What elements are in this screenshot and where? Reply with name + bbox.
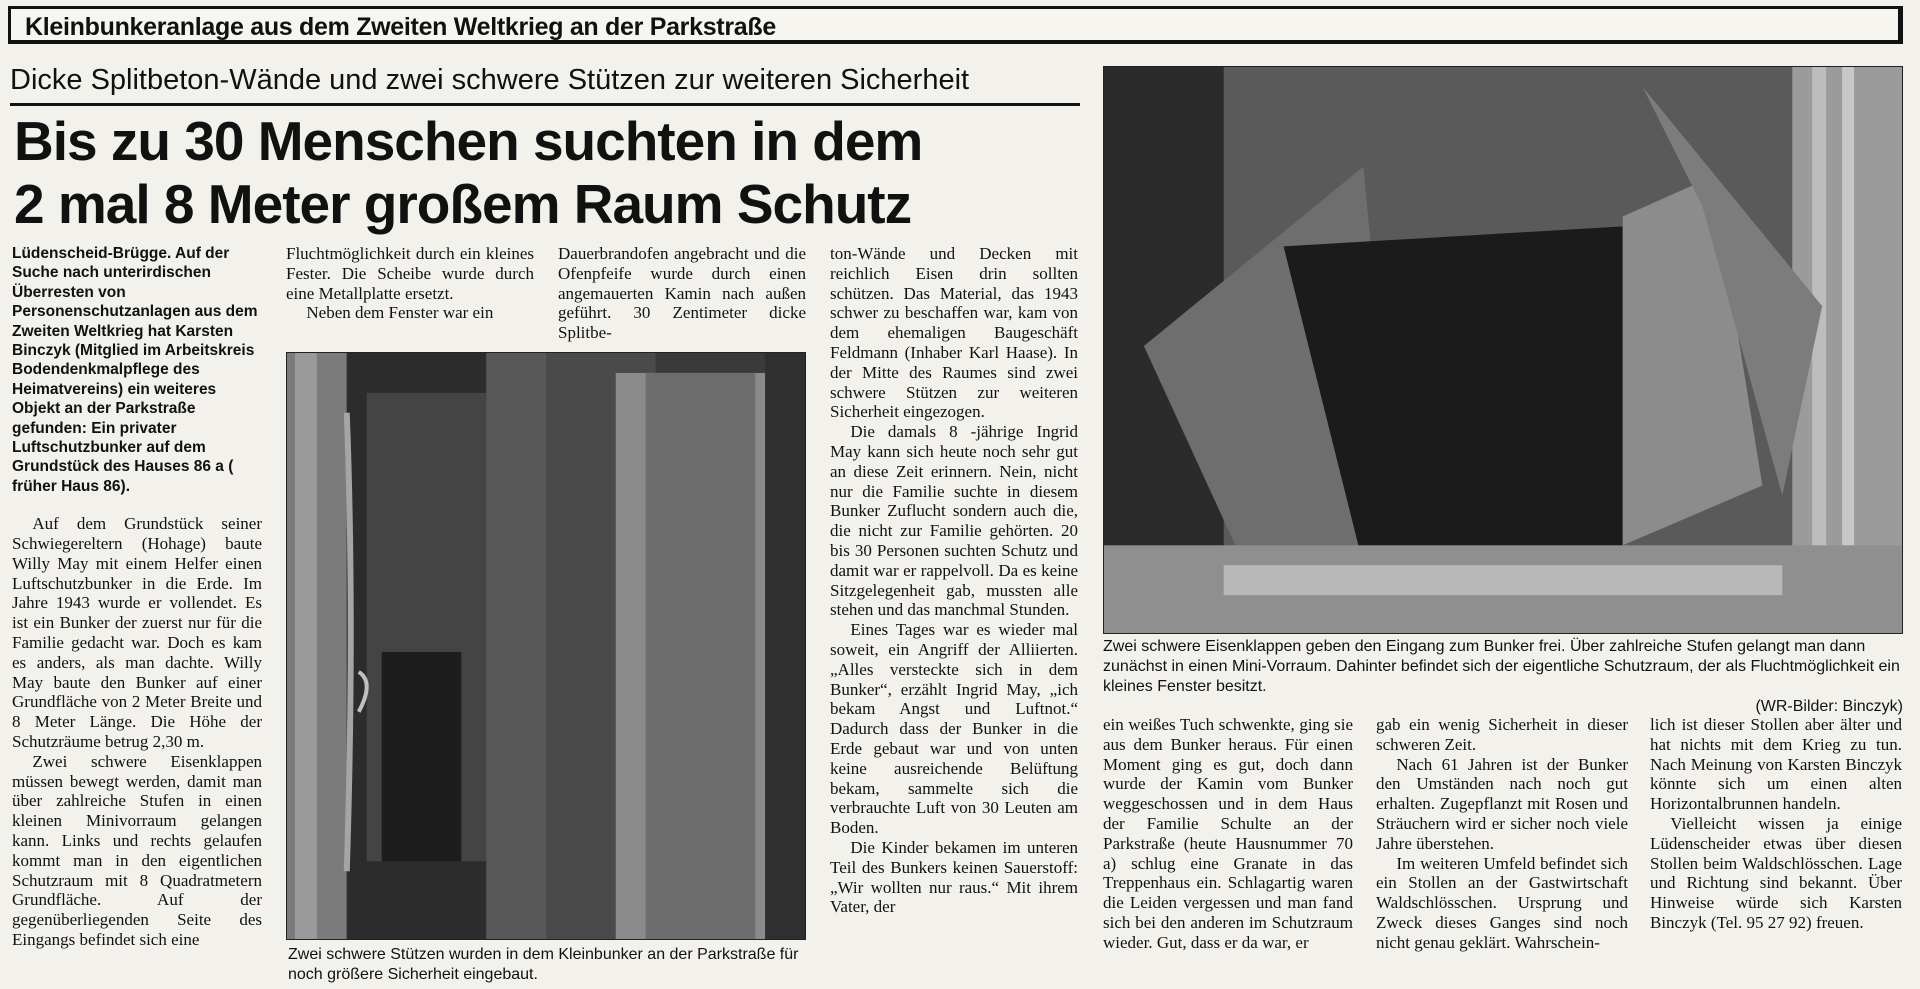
headline-line-2: 2 mal 8 Meter großem Raum Schutz [14, 173, 912, 235]
photo-credit: (WR-Bilder: Binczyk) [1755, 698, 1903, 715]
col7-paragraph-2: Vielleicht wissen ja einige Lüdenscheider etwas über diesen Stollen beim Waldschlösschen. Lage und Richtung sind bekannt. Über Hinweise würde sich Karsten Binczyk (Tel. 95 27 92) freuen. [1650, 813, 1902, 932]
column-1 [12, 244, 262, 986]
photo-bunker-entrance [1103, 66, 1903, 634]
col6-paragraph-3: Im weiteren Umfeld befindet sich ein Stollen an der Gastwirtschaft Waldschlösschen. Ursprung und Zweck dieses Ganges sind noch nicht genau geklärt. Wahrschein- [1376, 853, 1628, 952]
col3-paragraph-1: Dauerbrandofen angebracht und die Ofenpfeife wurde durch einen angemauerten Kamin nach außen geführt. 30 Zentimeter dicke Splitbe- [558, 244, 806, 343]
col6-paragraph-1: gab ein wenig Sicherheit in dieser schweren Zeit. [1376, 715, 1628, 754]
col5-paragraph-1: ein weißes Tuch schwenkte, ging sie aus dem Bunker heraus. Für einen Moment ging es gut, doch dann wurde der Kamin vom Bunker weggeschossen und in dem Haus der Familie Schulte an der Parkstraße (heute Hausnummer 70 a) schlug eine Granate in das Treppenhaus ein. Schlagartig waren die Leiden vergessen und man fand sich bei den anderen im Schutzraum wieder. Gut, dass er da war, er [1103, 715, 1353, 952]
col4-paragraph-4: Die Kinder bekamen im unteren Teil des Bunkers keinen Sauerstoff: „Wir wollten nur raus.“ Mit ihrem Vater, der [830, 837, 1078, 917]
col4-paragraph-1: ton-Wände und Decken mit reichlich Eisen drin sollten schützen. Das Material, das 1943 schwer zu beschaffen war, kam von dem ehemaligen Baugeschäft Feldmann (Inhaber Karl Haase). In der Mitte des Raumes sind zwei schwere Stützen zur weiteren Sicherheit eingezogen. [830, 244, 1078, 422]
col1-paragraph-1: Auf dem Grundstück seiner Schwiegereltern (Hohage) baute Willy May mit einem Helfer einen Luftschutzbunker in die Erde. Im Jahre 1943 wurde er vollendet. Es ist ein Bunker der zuerst nur für die Familie gedacht war. Doch es kam es anders, als man dachte. Willy May baute den Bunker auf einer Grundfläche von 2 Meter Breite und 8 Meter Länge. Die Höhe der Schutzräume betrug 2,30 m. [12, 514, 262, 752]
col2-paragraph-2: Neben dem Fenster war ein [306, 303, 494, 323]
col7-paragraph-1: lich ist dieser Stollen aber älter und hat nichts mit dem Krieg zu tun. Nach Meinung von Karsten Binczyk könnte sich um einen alten Horizontalbrunnen handeln. [1650, 715, 1902, 814]
caption-right-text: Zwei schwere Eisenklappen geben den Eingang zum Bunker frei. Über zahlreiche Stufen gelangt man dann zunächst in einen Mini-Vorraum. Dahinter befindet sich der eigentliche Schutzraum, der als Fluchtmöglichkeit ein kleines Fenster besitzt. [1103, 638, 1900, 695]
column-7 [1650, 715, 1902, 986]
col2-paragraph-1: Fluchtmöglichkeit durch ein kleines Fester. Die Scheibe wurde durch eine Metallplatte ersetzt. [286, 244, 534, 303]
col1-paragraph-2: Zwei schwere Eisenklappen müssen bewegt werden, damit man über zahlreiche Stufen in einen kleinen Minivorraum gelangen kann. Links und rechts gelaufen kommt man in den eigentlichen Schutzraum mit 8 Quadratmetern Grundfläche. Auf der gegenüberliegenden Seite des Eingangs befindet sich eine [12, 751, 262, 950]
column-5 [1103, 715, 1353, 986]
column-3 [558, 244, 806, 344]
headline [14, 110, 922, 236]
photo-bunker-interior [286, 352, 806, 940]
column-4 [830, 244, 1078, 986]
col4-paragraph-3: Eines Tages war es wieder mal soweit, ein Angriff der Alliierten. „Alles versteckte sich in dem Bunker“, erzählt Ingrid May, „ich bekam Angst und Luftnot.“ Dadurch dass der Bunker in die Erde gebaut war und von unten keine ausreichende Belüftung bekam, sammelte sich die verbrauchte Luft von 30 Leuten am Boden. [830, 620, 1078, 838]
col4-paragraph-2: Die damals 8 -jährige Ingrid May kann sich heute noch sehr gut an diese Zeit erinnern. Nein, nicht nur die Familie suchte in diesem Bunker Zuflucht sondern auch die, die nicht zur Familie gehörten. 20 bis 30 Personen suchten Schutz und damit war er rappelvoll. Da es keine Sitzgelegenheit gab, mussten alle stehen und das manchmal Stunden. [830, 422, 1078, 620]
lead-paragraph: Lüdenscheid-Brügge. Auf der Suche nach unterirdischen Überresten von Personenschutzanlagen aus dem Zweiten Weltkrieg hat Karsten Binczyk (Mitglied im Arbeitskreis Bodendenkmalpflege des Heimatvereins) ein weiteres Objekt an der Parkstraße gefunden: Ein privater Luftschutzbunker auf dem Grundstück des Hauses 86 a ( früher Haus 86). [12, 245, 258, 495]
subhead-rule [10, 103, 1080, 106]
column-6 [1376, 715, 1628, 986]
caption-left-photo: Zwei schwere Stützen wurden in dem Kleinbunker an der Parkstraße für noch größere Sicherheit eingebaut. [288, 946, 799, 983]
column-2 [286, 244, 534, 344]
subheadline: Dicke Splitbeton-Wände und zwei schwere Stützen zur weiteren Sicherheit [10, 64, 970, 96]
col6-paragraph-2: Nach 61 Jahren ist der Bunker den Umständen nach noch gut erhalten. Zugepflanzt mit Rosen und Sträuchern wird er sicher noch viele Jahre überstehen. [1376, 754, 1628, 853]
kicker-text: Kleinbunkeranlage aus dem Zweiten Weltkrieg an der Parkstraße [25, 13, 776, 41]
caption-right-photo [1103, 637, 1903, 717]
headline-line-1: Bis zu 30 Menschen suchten in dem [14, 110, 923, 172]
kicker-box [8, 6, 1903, 44]
